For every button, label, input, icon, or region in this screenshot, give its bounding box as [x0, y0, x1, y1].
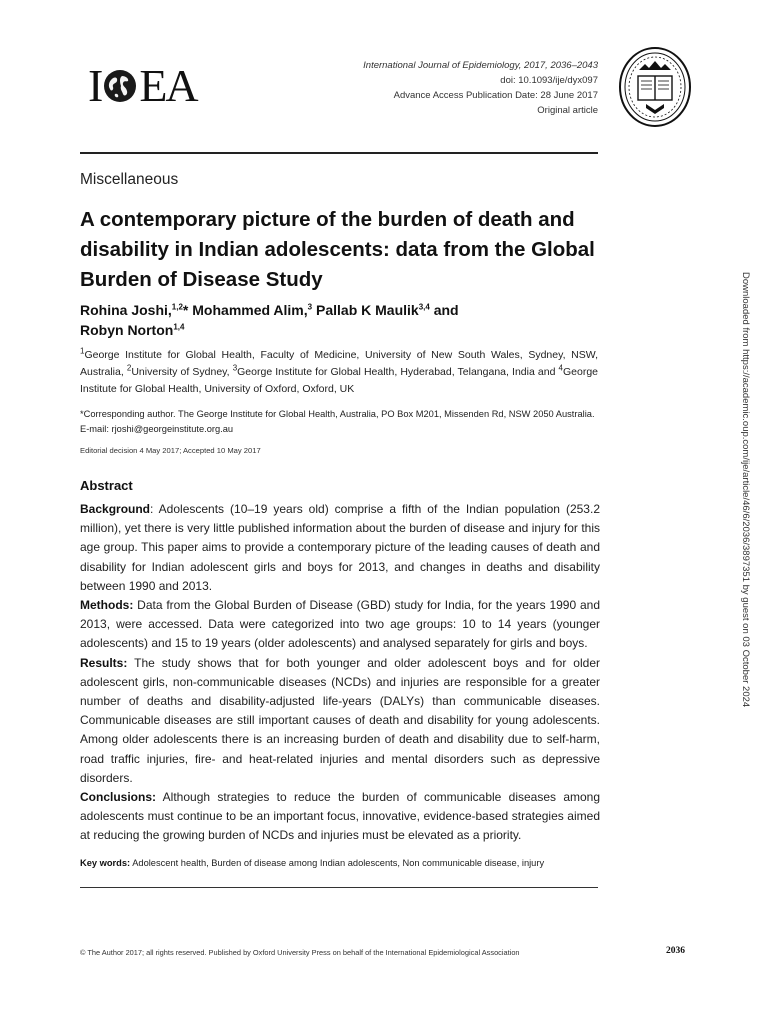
- keywords-rule: [80, 887, 598, 888]
- section-label: Miscellaneous: [80, 171, 179, 188]
- author-affiliation-sup: 1,4: [173, 322, 185, 332]
- abstract-label: Background: [80, 502, 151, 516]
- abstract-results: [80, 654, 600, 788]
- editorial-dates: Editorial decision 4 May 2017; Accepted 10 May 2017: [80, 446, 261, 455]
- author-name[interactable]: Rohina Joshi,: [80, 302, 172, 318]
- journal-citation: International Journal of Epidemiology, 2017, 2036–2043: [363, 60, 598, 71]
- affiliation-sup: 1: [80, 346, 85, 356]
- affiliations: [80, 347, 598, 398]
- abstract-text: Adolescents (10–19 years old) comprise a fifth of the Indian population (253.2 million), yet there is very little published information about the burden of disease and injury for this age group. This paper aims to provide a contemporary picture of the leading causes of death and disability for Indian adolescent girls and boys for 2013, and changes in deaths and disability between 1990 and 2013.: [80, 502, 600, 593]
- author-list: [80, 300, 600, 340]
- abstract-text: The study shows that for both younger and older adolescent boys and for older adolescent girls, non-communicable diseases (NCDs) and injuries are responsible for a greater number of deaths and disability-adjusted life-years (DALYs) than communicable diseases. Communicable diseases are still important causes of death and disability for young adolescents. Among older adolescents there is an increasing burden of death and disability due to self-harm, road traffic injuries, fire- and heat-related injuries and mental disorders such as depressive disorders.: [80, 655, 600, 785]
- article-title: A contemporary picture of the burden of death and disability in Indian adolescents: data from the Global Burden of Disease Study: [80, 208, 595, 291]
- affiliation-sup: 2: [126, 363, 132, 373]
- affiliation-sup: 3: [232, 363, 238, 373]
- article-type: Original article: [537, 105, 598, 116]
- iea-logo: [88, 60, 197, 111]
- publication-date: Advance Access Publication Date: 28 June 2017: [393, 90, 598, 101]
- journal-meta: [363, 58, 598, 118]
- download-note: [740, 272, 752, 772]
- page-number: 2036: [666, 946, 685, 956]
- author-separator: and: [429, 302, 459, 318]
- abstract-background: [80, 500, 600, 596]
- abstract-label: Results:: [80, 655, 128, 670]
- affiliation-sup: 4: [558, 363, 563, 373]
- copyright-notice: © The Author 2017; all rights reserved. Published by Oxford University Press on behalf of the International Epidemiological Association: [80, 948, 520, 957]
- affiliation-text: George Institute for Global Health, University of Oxford, Oxford, UK: [80, 366, 599, 395]
- abstract-label: Methods:: [80, 598, 134, 613]
- abstract-label: Conclusions:: [80, 790, 157, 805]
- logo-text-end: EA: [139, 60, 197, 111]
- affiliation-text: George Institute for Global Health, Faculty of Medicine, University of New South Wales, Sydney, NSW, Australia,: [80, 349, 598, 378]
- author-affiliation-sup: 1,2: [171, 302, 183, 312]
- keywords-label: Key words:: [80, 858, 131, 868]
- author-separator: *: [182, 302, 193, 318]
- author-name[interactable]: Mohammed Alim,: [192, 302, 308, 318]
- affiliation-text: George Institute for Global Health, Hyderabad, Telangana, India and: [237, 366, 559, 378]
- keywords: [80, 858, 600, 868]
- header-rule: [80, 152, 598, 154]
- abstract-heading: Abstract: [80, 478, 133, 493]
- abstract-conclusions: [80, 788, 600, 846]
- abstract-separator: :: [150, 502, 159, 516]
- logo-text-start: I: [88, 60, 102, 111]
- abstract-text: Data from the Global Burden of Disease (GBD) study for India, for the years 1990 and 2013, were accessed. Data were categorized into two age groups: 10 to 14 years (younger adolescents) and 15 to 19 years (older adolescents) and analysed separately for girls and boys.: [80, 598, 600, 651]
- abstract-text: Although strategies to reduce the burden of communicable diseases among adolescents must continue to be an important focus, innovative, evidence-based strategies aimed at reducing the growing burden of NCDs and injuries must be elevated as a priority.: [80, 790, 601, 843]
- author-name[interactable]: Pallab K Maulik: [316, 302, 419, 318]
- author-name[interactable]: Robyn Norton: [80, 322, 174, 338]
- journal-doi[interactable]: doi: 10.1093/ije/dyx097: [500, 75, 598, 86]
- abstract-body: [80, 500, 600, 846]
- affiliation-text: University of Sydney,: [131, 366, 233, 378]
- keywords-text: Adolescent health, Burden of disease among Indian adolescents, Non communicable disease, injury: [132, 858, 545, 868]
- corresponding-author: *Corresponding author. The George Institute for Global Health, Australia, PO Box M201, Missenden Rd, NSW 2050 Australia. E-mail: rjoshi@georgeinstitute.org.au: [80, 409, 595, 434]
- abstract-methods: [80, 596, 600, 654]
- download-note-text[interactable]: Downloaded from https://academic.oup.com/ije/article/46/6/2036/3897351 by guest on 03 October 2024: [740, 272, 751, 708]
- author-affiliation-sup: 3,4: [418, 302, 430, 312]
- oxford-seal-icon: [618, 46, 692, 128]
- author-affiliation-sup: 3: [307, 302, 313, 312]
- globe-icon: [102, 68, 138, 104]
- abstract-separator: [156, 790, 163, 804]
